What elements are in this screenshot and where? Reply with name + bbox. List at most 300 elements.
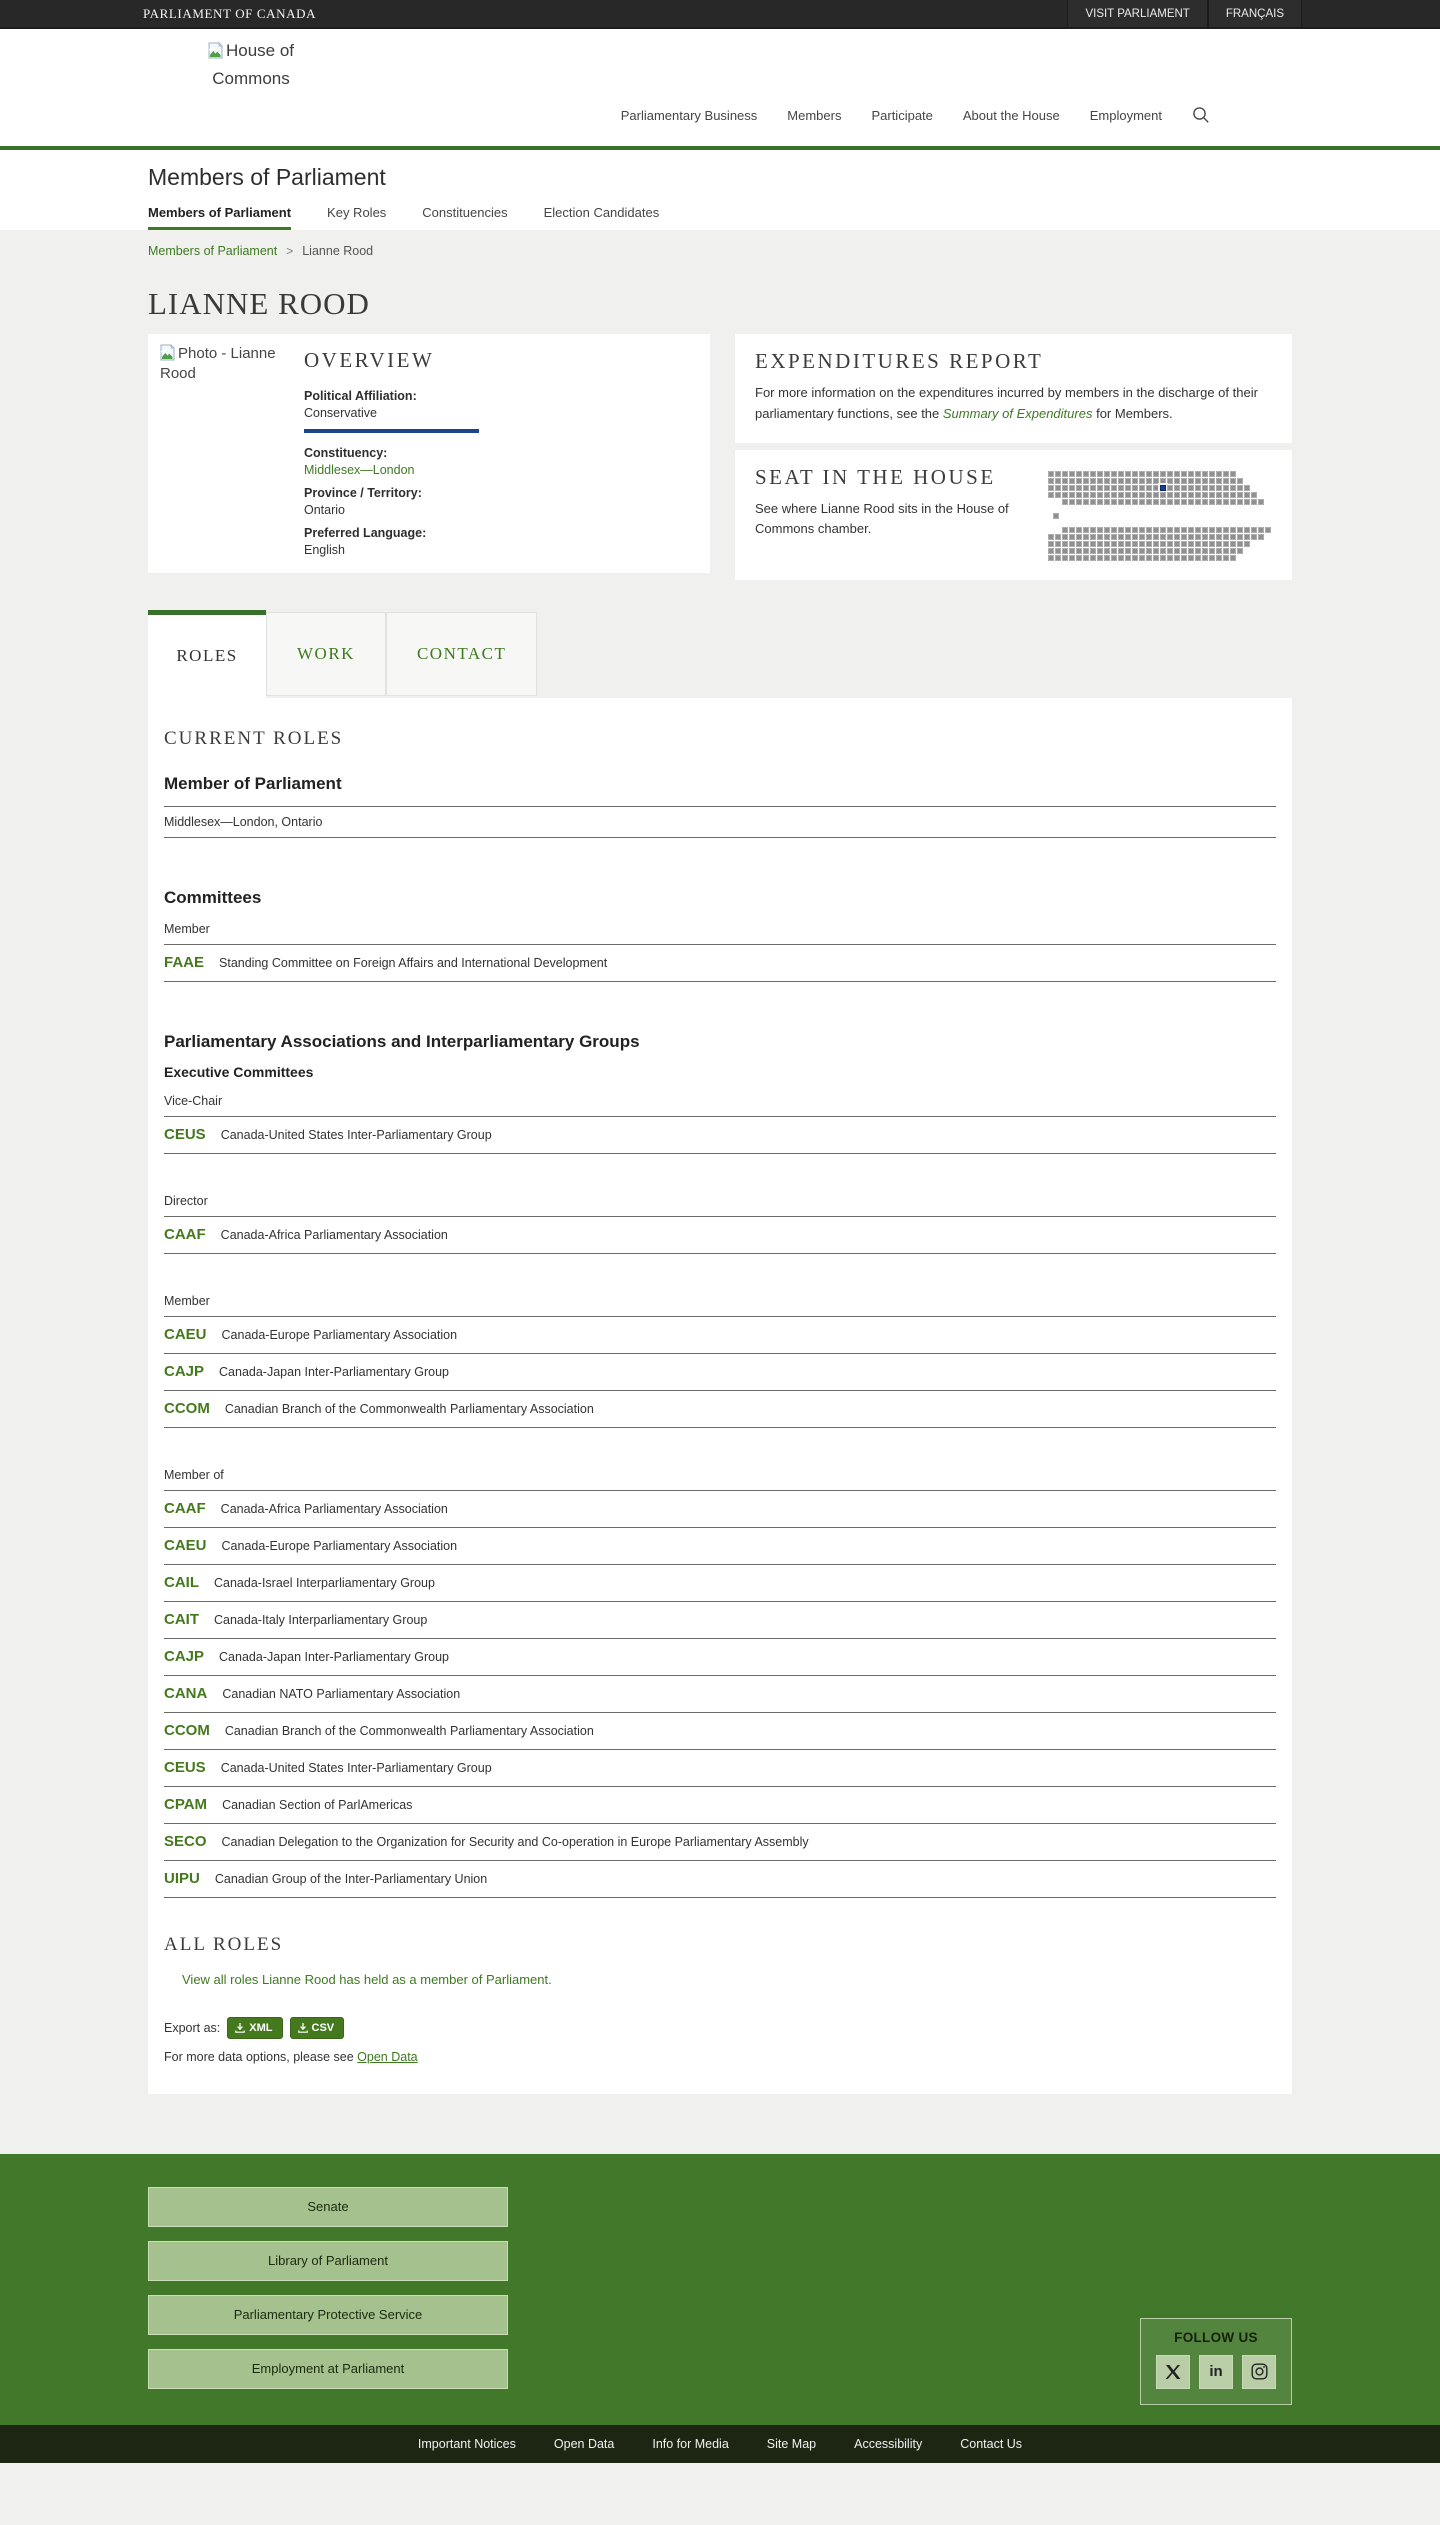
seat (1104, 499, 1110, 505)
seat (1104, 527, 1110, 533)
role-type-label-member-of: Member of (164, 1467, 224, 1482)
seat (1146, 478, 1152, 484)
seat (1223, 478, 1229, 484)
seat (1125, 478, 1131, 484)
current-roles-heading: CURRENT ROLES (164, 727, 344, 749)
follow-icons (1156, 2355, 1276, 2389)
seat (1132, 548, 1138, 554)
role-row-ceus (164, 1117, 1276, 1153)
seat-text-block (755, 465, 1040, 562)
seat (1104, 548, 1110, 554)
seat (1181, 534, 1187, 540)
seat (1202, 541, 1208, 547)
seat (1083, 485, 1089, 491)
seat (1090, 485, 1096, 491)
seat (1118, 548, 1124, 554)
seat (1083, 499, 1089, 505)
seat (1146, 485, 1152, 491)
seat (1216, 471, 1222, 477)
overview-heading: OVERVIEW (304, 348, 435, 372)
roles-section-heading-committees: Committees (164, 887, 262, 907)
seat (1069, 534, 1075, 540)
seat (1139, 527, 1145, 533)
seat (1069, 499, 1075, 505)
seat (1167, 499, 1173, 505)
seat (1139, 534, 1145, 540)
export-buttons (220, 2017, 344, 2039)
seat (1083, 527, 1089, 533)
seat (1097, 492, 1103, 498)
seat (1132, 499, 1138, 505)
seat (1062, 499, 1068, 505)
seat (1132, 492, 1138, 498)
seat (1111, 499, 1117, 505)
seat (1209, 534, 1215, 540)
seat (1097, 499, 1103, 505)
seat (1076, 548, 1082, 554)
footer-button-parliamentary-protective-service[interactable]: Parliamentary Protective Service (148, 2295, 508, 2335)
topbar-link-visit-parliament[interactable]: VISIT PARLIAMENT (1067, 0, 1207, 27)
seat (1174, 499, 1180, 505)
seat (1111, 485, 1117, 491)
nav-link-about-the-house[interactable]: About the House (962, 107, 1060, 123)
photo-alt-text: Photo - Lianne Rood (160, 345, 276, 382)
role-code-link-ccom[interactable]: CCOM (164, 1399, 210, 1417)
nav-link-members[interactable]: Members (787, 107, 842, 123)
seat (1153, 471, 1159, 477)
seat (1202, 492, 1208, 498)
seat (1146, 471, 1152, 477)
role-row-cait (164, 1602, 1276, 1638)
topbar-link-fran-ais[interactable]: FRANÇAIS (1208, 0, 1302, 27)
seat (1090, 478, 1096, 484)
seat (1258, 534, 1264, 540)
seat (1055, 541, 1061, 547)
roles-section-heading-member-of-parliament: Member of Parliament (164, 773, 342, 793)
follow-us-title: FOLLOW US (1174, 2329, 1258, 2345)
seat (1146, 555, 1152, 561)
role-row-cajp (164, 1354, 1276, 1390)
footer-button-senate[interactable]: Senate (148, 2187, 508, 2227)
role-code-link-caaf[interactable]: CAAF (164, 1499, 206, 1517)
seat (1202, 534, 1208, 540)
seat (1076, 534, 1082, 540)
role-row-cajp (164, 1639, 1276, 1675)
seat (1195, 541, 1201, 547)
bottom-link-important-notices[interactable]: Important Notices (417, 2436, 516, 2451)
seat (1118, 492, 1124, 498)
seat (1167, 534, 1173, 540)
seat (1188, 478, 1194, 484)
all-roles-heading: ALL ROLES (164, 1933, 284, 1955)
bottom-link-contact-us[interactable]: Contact Us (960, 2436, 1023, 2451)
parliament-of-canada-brand[interactable]: PARLIAMENT OF CANADA (143, 5, 317, 21)
seat (1118, 485, 1124, 491)
role-description: Canadian NATO Parliamentary Association (222, 1686, 461, 1701)
seat (1083, 478, 1089, 484)
seat (1048, 534, 1054, 540)
seat (1097, 485, 1103, 491)
seat-row (1048, 555, 1272, 562)
seat (1160, 499, 1166, 505)
seat (1230, 485, 1236, 491)
seat (1160, 541, 1166, 547)
x-icon[interactable] (1156, 2355, 1190, 2389)
seat (1230, 478, 1236, 484)
spacer (164, 1428, 1276, 1454)
seat-row (1048, 541, 1272, 548)
seat (1167, 555, 1173, 561)
seat (1055, 485, 1061, 491)
bottom-link-open-data[interactable]: Open Data (553, 2436, 615, 2451)
overview-field-label-political-affiliation: Political Affiliation: (304, 389, 417, 403)
seat (1097, 478, 1103, 484)
overview-field-label-province-territory: Province / Territory: (304, 486, 422, 500)
role-code-link-uipu[interactable]: UIPU (164, 1869, 200, 1887)
seat (1223, 548, 1229, 554)
footer-button-employment-at-parliament[interactable]: Employment at Parliament (148, 2349, 508, 2389)
content-tabs (148, 610, 1292, 698)
seat (1097, 534, 1103, 540)
house-of-commons-logo[interactable] (176, 39, 326, 91)
seat (1076, 478, 1082, 484)
section-header (0, 150, 1440, 230)
breadcrumb (0, 230, 1440, 271)
seat (1188, 471, 1194, 477)
role-row-caeu (164, 1528, 1276, 1564)
seat (1167, 541, 1173, 547)
overview-field-value-constituency[interactable]: Middlesex—London (304, 463, 415, 477)
tab-roles[interactable]: ROLES (148, 610, 266, 698)
seat (1202, 499, 1208, 505)
role-code-link-caaf[interactable]: CAAF (164, 1225, 206, 1243)
role-row-caaf (164, 1217, 1276, 1253)
seat (1216, 478, 1222, 484)
seat (1216, 492, 1222, 498)
seat-card (735, 450, 1292, 580)
tab-contact[interactable]: CONTACT (386, 612, 537, 696)
seat (1090, 471, 1096, 477)
role-code-link-ceus[interactable]: CEUS (164, 1758, 206, 1776)
seat (1202, 527, 1208, 533)
seat (1139, 485, 1145, 491)
overview-field-value-political-affiliation: Conservative (304, 406, 377, 420)
open-data-link[interactable]: Open Data (357, 2049, 418, 2064)
role-code-link-cajp[interactable]: CAJP (164, 1362, 205, 1380)
seat (1195, 471, 1201, 477)
role-description: Standing Committee on Foreign Affairs and International Development (219, 955, 608, 970)
seat (1209, 492, 1215, 498)
seat (1083, 492, 1089, 498)
export-row (164, 2017, 1276, 2039)
role-row-caeu (164, 1317, 1276, 1353)
seat (1104, 478, 1110, 484)
bottom-links-bar (0, 2425, 1440, 2463)
seat (1251, 492, 1257, 498)
seat (1125, 499, 1131, 505)
role-code-link-cail[interactable]: CAIL (164, 1573, 199, 1591)
search-icon[interactable] (1192, 106, 1210, 124)
seat (1188, 541, 1194, 547)
seat (1111, 555, 1117, 561)
section-tab-members-of-parliament[interactable]: Members of Parliament (148, 205, 291, 230)
seat (1139, 548, 1145, 554)
seat (1048, 541, 1054, 547)
seat (1216, 527, 1222, 533)
seat (1090, 534, 1096, 540)
download-icon (235, 2023, 245, 2033)
seat (1230, 471, 1236, 477)
seat (1244, 499, 1250, 505)
view-all-roles-link[interactable]: View all roles Lianne Rood has held as a member of Parliament. (182, 1971, 552, 1987)
role-row-cail (164, 1565, 1276, 1601)
seat (1181, 471, 1187, 477)
seat (1097, 527, 1103, 533)
seat-row (1048, 471, 1272, 478)
seat (1181, 527, 1187, 533)
role-description: Canadian Branch of the Commonwealth Parliamentary Association (224, 1723, 594, 1738)
linkedin-icon[interactable]: in (1199, 2355, 1233, 2389)
seat (1160, 527, 1166, 533)
seat (1125, 485, 1131, 491)
top-utility-bar (0, 0, 1440, 29)
role-type-label-vice-chair: Vice-Chair (164, 1093, 223, 1108)
seat (1181, 485, 1187, 491)
seat (1090, 499, 1096, 505)
seat (1083, 471, 1089, 477)
seat (1244, 534, 1250, 540)
seat (1174, 492, 1180, 498)
seat (1104, 541, 1110, 547)
seat (1125, 471, 1131, 477)
seat (1181, 499, 1187, 505)
page-title: LIANNE ROOD (148, 286, 370, 321)
more-data-row (164, 2050, 1276, 2064)
seat (1160, 548, 1166, 554)
overview-field-value-preferred-language: English (304, 543, 345, 557)
seat (1132, 541, 1138, 547)
seat (1202, 548, 1208, 554)
seat (1202, 478, 1208, 484)
seat-text: See where Lianne Rood sits in the House of Commons chamber. (755, 500, 1009, 537)
role-row-cpam (164, 1787, 1276, 1823)
seat (1111, 478, 1117, 484)
seat (1090, 548, 1096, 554)
role-code-link-faae[interactable]: FAAE (164, 953, 205, 971)
seat (1223, 534, 1229, 540)
overview-field-label-constituency: Constituency: (304, 446, 388, 460)
seat (1111, 492, 1117, 498)
nav-link-participate[interactable]: Participate (871, 107, 933, 123)
seat (1216, 555, 1222, 561)
export-csv-button[interactable] (290, 2017, 345, 2039)
seat (1055, 478, 1061, 484)
seat-row (1048, 534, 1272, 541)
seat (1097, 471, 1103, 477)
spacer (164, 982, 1276, 1008)
seat (1076, 555, 1082, 561)
seat (1223, 492, 1229, 498)
topbar-links (1067, 0, 1302, 27)
seat (1048, 548, 1054, 554)
section-tab-constituencies[interactable]: Constituencies (422, 205, 508, 220)
seat (1111, 471, 1117, 477)
role-code-link-caeu[interactable]: CAEU (164, 1325, 207, 1343)
member-photo-placeholder (160, 344, 302, 557)
seat (1076, 485, 1082, 491)
seat (1160, 492, 1166, 498)
seat (1258, 527, 1264, 533)
role-code-link-cana[interactable]: CANA (164, 1684, 208, 1702)
role-description: Canada-Europe Parliamentary Association (221, 1538, 458, 1553)
seat (1195, 499, 1201, 505)
site-footer (0, 2154, 1440, 2425)
footer-buttons (148, 2187, 508, 2389)
section-tab-election-candidates[interactable]: Election Candidates (543, 205, 660, 220)
seat-row (1048, 492, 1272, 499)
role-type-label-director: Director (164, 1193, 208, 1208)
breadcrumb-link-members-of-parliament[interactable]: Members of Parliament (148, 244, 278, 258)
bottom-link-info-for-media[interactable]: Info for Media (652, 2436, 729, 2451)
seat (1139, 499, 1145, 505)
seat (1223, 555, 1229, 561)
seat (1055, 534, 1061, 540)
seat (1048, 492, 1054, 498)
seat (1076, 541, 1082, 547)
seat (1160, 534, 1166, 540)
seat (1230, 555, 1236, 561)
seat (1146, 492, 1152, 498)
seat (1181, 555, 1187, 561)
seat (1195, 492, 1201, 498)
seat (1104, 492, 1110, 498)
role-code-link-seco[interactable]: SECO (164, 1832, 207, 1850)
seat (1111, 541, 1117, 547)
seat (1090, 541, 1096, 547)
seat (1174, 534, 1180, 540)
seat (1195, 527, 1201, 533)
seat (1188, 555, 1194, 561)
seat (1132, 534, 1138, 540)
seat (1223, 499, 1229, 505)
roles-section-heading-parliamentary-associations-and-interparliamentary-groups: Parliamentary Associations and Interparliamentary Groups (164, 1031, 640, 1051)
seat (1153, 555, 1159, 561)
role-row-uipu (164, 1861, 1276, 1897)
seat-heading: SEAT IN THE HOUSE (755, 464, 996, 489)
seat (1139, 541, 1145, 547)
tab-work[interactable]: WORK (266, 612, 386, 696)
seat (1209, 471, 1215, 477)
right-column (735, 334, 1292, 580)
seat (1104, 534, 1110, 540)
seat (1132, 527, 1138, 533)
seat-row (1062, 499, 1272, 506)
page-tail (0, 2463, 1440, 2525)
seat (1132, 555, 1138, 561)
role-row-cana (164, 1676, 1276, 1712)
seat (1174, 548, 1180, 554)
summary-of-expenditures-link[interactable]: Summary of Expenditures (942, 405, 1093, 421)
seat-map[interactable] (1048, 465, 1272, 562)
role-description: Canada-Italy Interparliamentary Group (214, 1612, 428, 1627)
seat (1167, 548, 1173, 554)
role-code-link-ccom[interactable]: CCOM (164, 1721, 210, 1739)
role-description: Canada-Japan Inter-Parliamentary Group (219, 1649, 449, 1664)
seat (1069, 471, 1075, 477)
seat (1174, 541, 1180, 547)
seat (1181, 548, 1187, 554)
export-xml-button[interactable] (227, 2017, 282, 2039)
seat (1167, 527, 1173, 533)
role-row-faae (164, 945, 1276, 981)
seat (1062, 548, 1068, 554)
seat (1062, 492, 1068, 498)
seat (1076, 527, 1082, 533)
seat (1223, 527, 1229, 533)
seat (1230, 499, 1236, 505)
broken-image-icon (160, 344, 175, 365)
role-description: Canada-Africa Parliamentary Association (220, 1227, 448, 1242)
instagram-icon[interactable] (1242, 2355, 1276, 2389)
seat (1237, 485, 1243, 491)
role-code-link-caeu[interactable]: CAEU (164, 1536, 207, 1554)
nav-link-employment[interactable]: Employment (1089, 107, 1162, 123)
seat (1062, 527, 1068, 533)
bottom-link-accessibility[interactable]: Accessibility (854, 2436, 923, 2451)
seat (1237, 534, 1243, 540)
spacer (164, 838, 1276, 864)
seat (1230, 534, 1236, 540)
seat (1118, 541, 1124, 547)
role-code-link-cpam[interactable]: CPAM (164, 1795, 208, 1813)
seat (1048, 471, 1054, 477)
seat (1230, 541, 1236, 547)
seat (1265, 527, 1271, 533)
seat (1181, 492, 1187, 498)
export-label: Export as: (164, 2020, 221, 2035)
seat (1083, 548, 1089, 554)
roles-content-card (148, 698, 1292, 2094)
seat (1132, 478, 1138, 484)
seat (1153, 534, 1159, 540)
seat (1097, 541, 1103, 547)
seat (1055, 548, 1061, 554)
seat (1125, 527, 1131, 533)
seat (1160, 555, 1166, 561)
broken-image-icon (208, 42, 223, 67)
seat (1174, 471, 1180, 477)
seat (1251, 499, 1257, 505)
role-description: Canada-Africa Parliamentary Association (220, 1501, 448, 1516)
site-header (0, 29, 1440, 150)
footer-button-library-of-parliament[interactable]: Library of Parliament (148, 2241, 508, 2281)
bottom-link-site-map[interactable]: Site Map (766, 2436, 817, 2451)
seat (1139, 478, 1145, 484)
section-tab-key-roles[interactable]: Key Roles (327, 205, 387, 220)
role-code-link-ceus[interactable]: CEUS (164, 1125, 206, 1143)
role-code-link-cajp[interactable]: CAJP (164, 1647, 205, 1665)
seat (1125, 548, 1131, 554)
seat (1090, 527, 1096, 533)
seat (1188, 548, 1194, 554)
seat (1209, 527, 1215, 533)
role-row-caaf (164, 1491, 1276, 1527)
roles-body (164, 774, 1276, 1898)
seat (1209, 541, 1215, 547)
nav-link-parliamentary-business[interactable]: Parliamentary Business (620, 107, 758, 123)
role-code-link-cait[interactable]: CAIT (164, 1610, 199, 1628)
seat (1251, 527, 1257, 533)
